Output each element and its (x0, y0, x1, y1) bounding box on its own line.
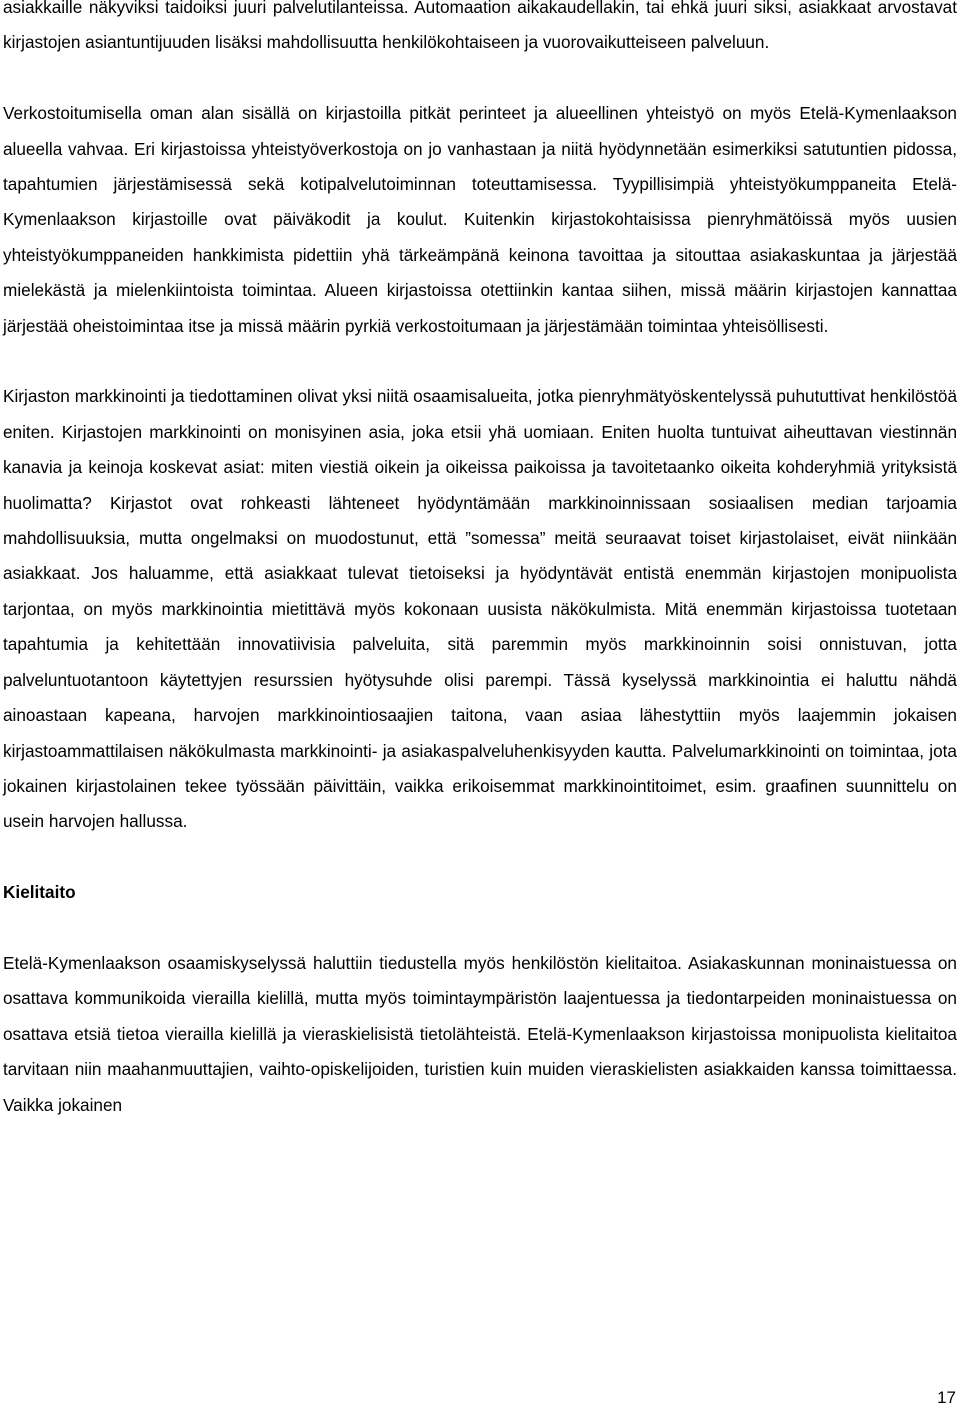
paragraph-networking: Verkostoitumisella oman alan sisällä on kirjastoilla pitkät perinteet ja alueellinen yhteistyö on myös Etelä-Kymenlaakson alueella vahvaa. Eri kirjastoissa yhteistyöverkostoja on jo vanhastaan ja niitä hyödynnetään esimerkiksi satutuntien pidossa, tapahtumien järjestämisessä sekä kotipalvelutoiminnan toteuttamisessa. Tyypillisimpiä yhteistyökumppaneita Etelä-Kymenlaakson kirjastoille ovat päiväkodit ja koulut. Kuitenkin kirjastokohtaisissa pienryhmätöissä myös uusien yhteistyökumppaneiden hankkimista pidettiin yhä tärkeämpänä keinona tavoittaa ja sitouttaa asiakaskuntaa ja järjestää mielekästä ja mielenkiintoista toimintaa. Alueen kirjastoissa otettiinkin kantaa siihen, missä määrin kirjastojen kannattaa järjestää oheistoimintaa itse ja missä määrin pyrkiä verkostoitumaan ja järjestämään toimintaa yhteisöllisesti. (3, 103, 957, 336)
paragraph-marketing: Kirjaston markkinointi ja tiedottaminen olivat yksi niitä osaamisalueita, jotka pienryhmätyöskentelyssä puhututtivat henkilöstöä eniten. Kirjastojen markkinointi on monisyinen asia, joka etsii yhä uomiaan. Eniten huolta tuntuivat aiheuttavan viestinnän kanavia ja keinoja koskevat asiat: miten viestiä oikein ja oikeissa paikoissa ja tavoitetaanko oikeita kohderyhmiä yrityksistä huolimatta? Kirjastot ovat rohkeasti lähteneet hyödyntämään markkinoinnissaan sosiaalisen median tarjoamia mahdollisuuksia, mutta ongelmaksi on muodostunut, että ”somessa” meitä seuraavat toiset kirjastolaiset, eivät niinkään asiakkaat. Jos haluamme, että asiakkaat tulevat tietoiseksi ja hyödyntävät entistä enemmän kirjastojen monipuolista tarjontaa, on myös markkinointia mietittävä myös kokonaan uusista näkökulmista. Mitä enemmän kirjastoissa tuotetaan tapahtumia ja kehitettään innovatiivisia palveluita, sitä paremmin myös markkinoinnin soisi onnistuvan, jotta palveluntuotantoon käytettyjen resurssien hyötysuhde olisi parempi. Tässä kyselyssä markkinointia ei haluttu nähdä ainoastaan kapeana, harvojen markkinointiosaajien taitona, vaan asiaa lähestyttiin myös laajemmin jokaisen kirjastoammattilaisen näkökulmasta markkinointi- ja asiakaspalveluhenkisyyden kautta. Palvelumarkkinointi on toimintaa, jota jokainen kirjastolainen tekee työssään päivittäin, vaikka erikoisemmat markkinointitoimet, esim. graafinen suunnittelu on usein harvojen hallussa. (3, 386, 957, 832)
paragraph-gap (3, 840, 957, 875)
paragraph-gap (3, 344, 957, 379)
document-page (3, 0, 957, 1123)
paragraph-personal-service: asiakkaille näkyviksi taidoiksi juuri palvelutilanteissa. Automaation aikakaudellakin, tai ehkä juuri siksi, asiakkaat arvostavat kirjastojen asiantuntijuuden lisäksi mahdollisuutta henkilökohtaiseen ja vuorovaikutteiseen palveluun. (3, 0, 957, 53)
section-heading-language-skills: Kielitaito (3, 882, 76, 903)
page-number: 17 (937, 1388, 956, 1407)
paragraph-gap (3, 61, 957, 96)
paragraph-gap (3, 911, 957, 946)
paragraph-language-skills: Etelä-Kymenlaakson osaamiskyselyssä haluttiin tiedustella myös henkilöstön kielitaitoa. Asiakaskunnan moninaistuessa on osattava kommunikoida vierailla kielillä, mutta myös toimintaympäristön laajentuessa ja tiedontarpeiden moninaistuessa on osattava etsiä tietoa vierailla kielillä ja vieraskielisistä tietolähteistä. Etelä-Kymenlaakson kirjastoissa monipuolista kielitaitoa tarvitaan niin maahanmuuttajien, vaihto-opiskelijoiden, turistien kuin muiden vieraskielisten asiakkaiden kanssa toimittaessa. Vaikka jokainen (3, 952, 957, 1115)
